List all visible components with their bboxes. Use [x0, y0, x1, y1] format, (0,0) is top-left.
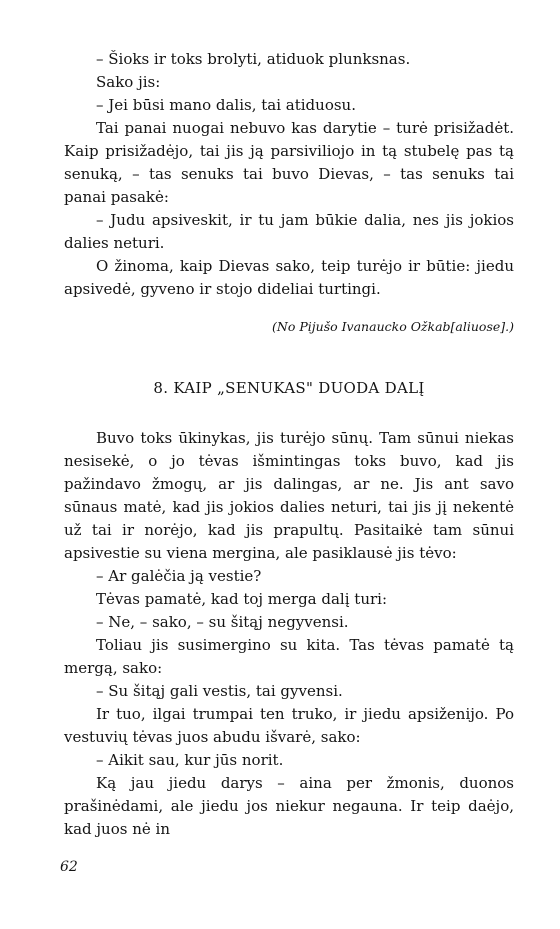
paragraph: – Su šitąj gali vestis, tai gyvensi.: [96, 682, 343, 700]
story-ending: [64, 48, 514, 336]
page-number: 62: [60, 859, 78, 875]
paragraph: – Aikit sau, kur jūs norit.: [96, 751, 284, 769]
paragraph: Ką jau jiedu darys – aina per žmonis, duonos prašinėdami, ale jiedu jos niekur negauna. Ir teip daėjo, kad juos nė in: [64, 774, 514, 838]
paragraph: Tėvas pamatė, kad toj merga dalį turi:: [96, 590, 387, 608]
paragraph: Toliau jis susimergino su kita. Tas tėvas pamatė tą mergą, sako:: [64, 636, 514, 677]
chapter-heading: 8. KAIP „SENUKAS" DUODA DALĮ: [153, 379, 425, 397]
paragraph: – Ar galėčia ją vestie?: [96, 567, 262, 585]
paragraph: Ir tuo, ilgai trumpai ten truko, ir jiedu apsiženijo. Po vestuvių tėvas juos abudu išvarė, sako:: [64, 705, 514, 746]
source-note: (No Pijušo Ivanaucko Ožkab[aliuose].): [272, 319, 514, 334]
paragraph: Tai panai nuogai nebuvo kas darytie – turė prisižadėt. Kaip prisižadėjo, tai jis ją parsiviliojo in tą stubelę pas tą senuką, – tas senuks tai buvo Dievas, – tas senuks tai panai pasakė:: [64, 119, 514, 206]
story-body: [64, 427, 514, 841]
paragraph: Sako jis:: [96, 73, 161, 91]
paragraph: – Judu apsiveskit, ir tu jam būkie dalia, nes jis jokios dalies neturi.: [64, 211, 514, 252]
paragraph: O žinoma, kaip Dievas sako, teip turėjo ir būtie: jiedu apsivedė, gyveno ir stojo dideliai turtingi.: [64, 257, 514, 298]
paragraph: Buvo toks ūkinykas, jis turėjo sūnų. Tam sūnui niekas nesisekė, o jo tėvas išmintingas toks buvo, kad jis pažindavo žmogų, ar jis dalingas, ar ne. Jis ant savo sūnaus matė, kad jis jokios dalies neturi, tai jis jį nekentė už tai ir norėjo, kad jis prapultų. Pasitaikė tam sūnui apsivestie su viena mergina, ale pasiklausė jis tėvo:: [64, 429, 514, 562]
paragraph: – Jei būsi mano dalis, tai atiduosu.: [96, 96, 356, 114]
paragraph: – Ne, – sako, – su šitąj negyvensi.: [96, 613, 349, 631]
book-page: [64, 48, 514, 841]
paragraph: – Šioks ir toks brolyti, atiduok plunksnas.: [96, 50, 411, 68]
